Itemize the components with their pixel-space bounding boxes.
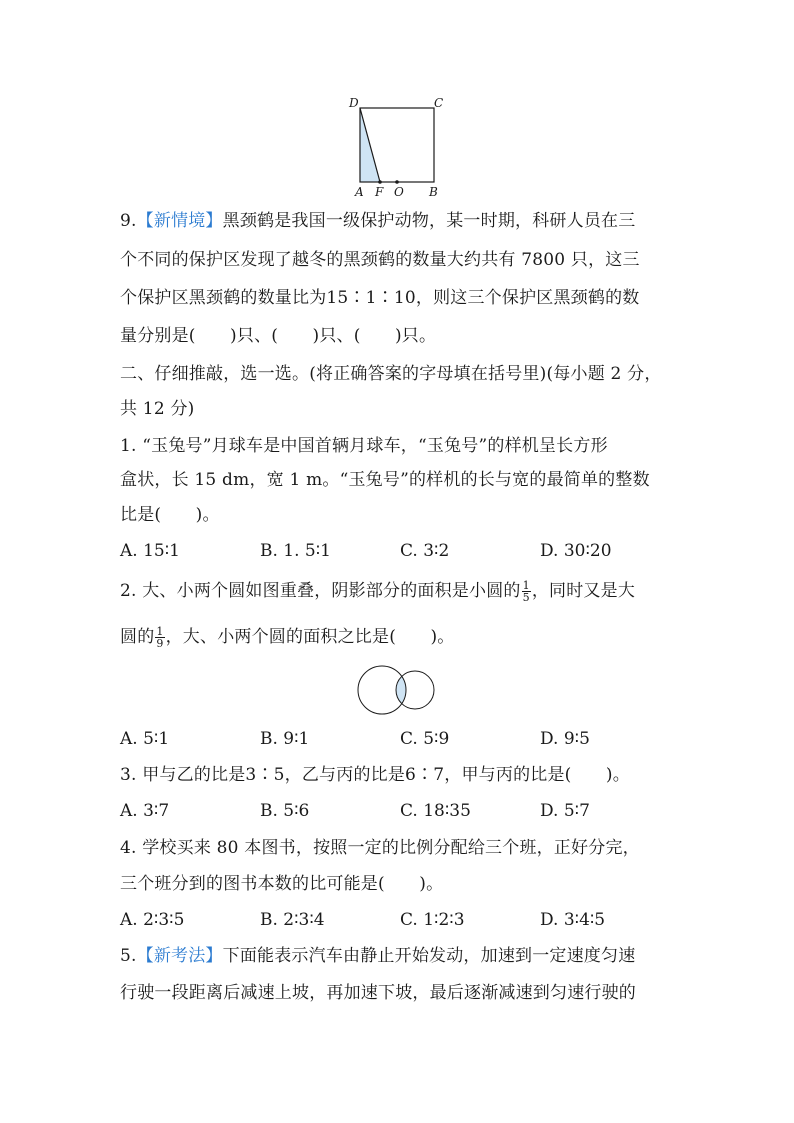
q4-option-b[interactable]: B. 2∶3∶4 (260, 910, 325, 930)
q5-number: 5. (120, 946, 137, 966)
q1-line-1: 1. “玉兔号”月球车是中国首辆月球车，“玉兔号”的样机呈长方形 (120, 436, 608, 456)
q1-option-a[interactable]: A. 15∶1 (120, 541, 180, 561)
q3-option-c[interactable]: C. 18∶35 (400, 801, 471, 821)
q2-text-2a: 圆的 (120, 627, 155, 647)
q1-option-c[interactable]: C. 3∶2 (400, 541, 450, 561)
q3-option-d[interactable]: D. 5∶7 (540, 801, 590, 821)
q2-text-2b: ，大、小两个圆的面积之比是( )。 (165, 627, 455, 647)
q2-fraction-2-denominator: 9 (156, 637, 164, 650)
point-o (395, 180, 399, 184)
q9-text-1: 黑颈鹤是我国一级保护动物，某一时期，科研人员在三 (222, 211, 636, 231)
q5-text-1: 下面能表示汽车由静止开始发动，加速到一定速度匀速 (222, 946, 636, 966)
q3-option-b[interactable]: B. 5∶6 (260, 801, 310, 821)
square-figure (345, 92, 455, 200)
q2-line-1 (120, 580, 635, 603)
q9-line-3: 个保护区黑颈鹤的数量比为15∶1∶10，则这三个保护区黑颈鹤的数 (120, 288, 640, 308)
q2-option-a[interactable]: A. 5∶1 (120, 729, 170, 749)
q2-text-1a: 2. 大、小两个圆如图重叠，阴影部分的面积是小圆的 (120, 581, 521, 601)
section-2-heading-cont: 共 12 分) (120, 399, 195, 419)
q1-line-2: 盒状，长 15 dm，宽 1 m。“玉兔号”的样机的长与宽的最简单的整数 (120, 470, 650, 490)
q2-option-d[interactable]: D. 9∶5 (540, 729, 590, 749)
q2-fraction-one-ninth (155, 626, 164, 649)
q1-line-3: 比是( )。 (120, 505, 220, 525)
q2-line-2 (120, 626, 454, 649)
q5-line-1 (120, 946, 635, 966)
q9-tag: 【新情境】 (136, 211, 223, 231)
q3-line-1: 3. 甲与乙的比是3∶5，乙与丙的比是6∶7，甲与丙的比是( )。 (120, 765, 630, 785)
q4-option-c[interactable]: C. 1∶2∶3 (400, 910, 465, 930)
q9-line-2: 个不同的保护区发现了越冬的黑颈鹤的数量大约共有 7800 只，这三 (120, 250, 640, 270)
q2-option-c[interactable]: C. 5∶9 (400, 729, 450, 749)
q5-line-2: 行驶一段距离后减速上坡，再加速下坡，最后逐渐减速到匀速行驶的 (120, 983, 636, 1003)
q3-option-a[interactable]: A. 3∶7 (120, 801, 170, 821)
point-f (378, 180, 382, 184)
q9-line-1 (120, 211, 635, 231)
label-b: B (429, 185, 438, 199)
section-2-heading: 二、仔细推敲，选一选。(将正确答案的字母填在括号里)(每小题 2 分， (120, 364, 662, 384)
q4-option-a[interactable]: A. 2∶3∶5 (120, 910, 185, 930)
label-d: D (349, 96, 359, 110)
q2-option-b[interactable]: B. 9∶1 (260, 729, 310, 749)
q1-option-d[interactable]: D. 30∶20 (540, 541, 612, 561)
overlapping-circles-figure (355, 663, 440, 717)
label-f: F (375, 185, 384, 199)
label-a: A (355, 185, 364, 199)
q4-line-1: 4. 学校买来 80 本图书，按照一定的比例分配给三个班，正好分完， (120, 838, 640, 858)
q4-option-d[interactable]: D. 3∶4∶5 (540, 910, 606, 930)
q2-fraction-1-numerator: 1 (522, 579, 530, 592)
q2-text-1b: ，同时又是大 (531, 581, 636, 601)
q2-fraction-1-denominator: 5 (522, 591, 530, 604)
q9-line-4: 量分别是( )只、( )只、( )只。 (120, 326, 437, 346)
q5-tag: 【新考法】 (136, 946, 223, 966)
label-c: C (434, 96, 444, 110)
q2-fraction-one-fifth (522, 580, 531, 603)
q2-fraction-2-numerator: 1 (156, 625, 164, 638)
q4-line-2: 三个班分到的图书本数的比可能是( )。 (120, 874, 444, 894)
q1-option-b[interactable]: B. 1. 5∶1 (260, 541, 331, 561)
label-o: O (394, 185, 404, 199)
q9-number: 9. (120, 211, 137, 231)
